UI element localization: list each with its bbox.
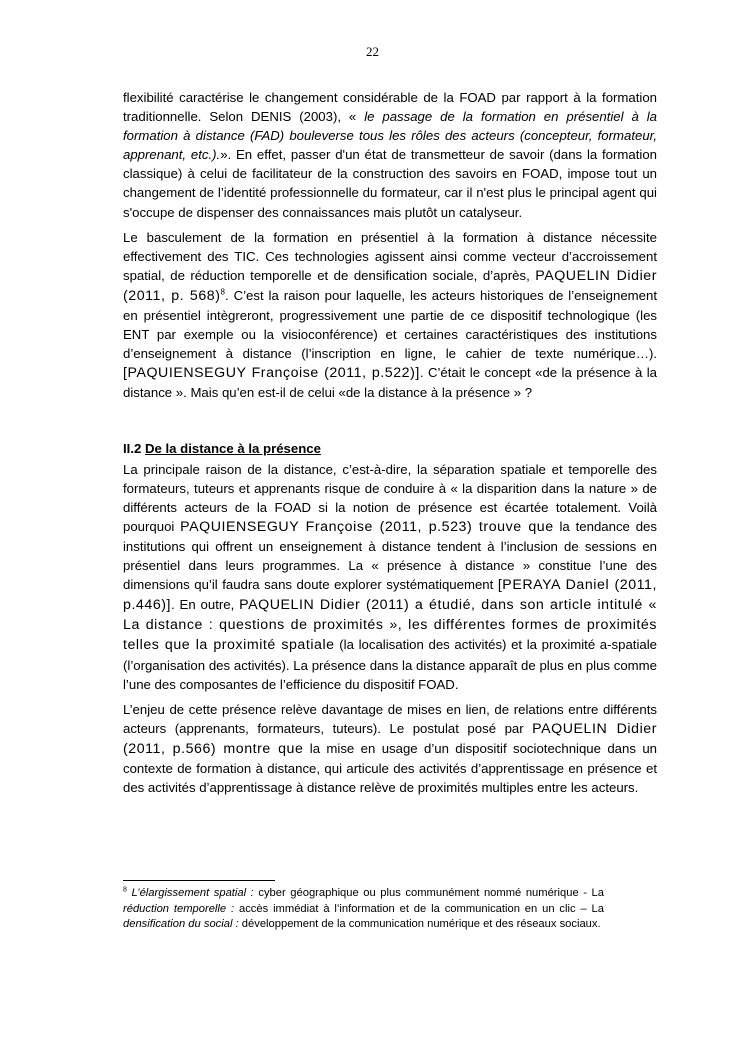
- paragraph-1: [123, 88, 657, 222]
- page-number: 22: [366, 44, 379, 59]
- section-title: De la distance à la présence: [145, 440, 321, 456]
- paragraph-3-text-a: La principale raison de la distance, c’est-à-dire, la séparation spatiale et temporelle des formateurs, tuteurs et apprenants risque de conduire à « la disparition dans la nature » de différents acteurs de la FOAD si la notion de présence est écartée totalement. Voilà pourquoi: [123, 461, 657, 534]
- footnote-term-spatial: L’élargissement spatial :: [126, 887, 254, 899]
- footnote-marker: 8: [123, 886, 127, 894]
- footnote-text-d: accès immédiat à l’information et de la communication en un clic – La: [234, 902, 604, 915]
- denis-quote: le passage de la formation en présentiel à la formation à distance (FAD) bouleverse tous les rôles des acteurs (concepteur, formateur, apprenant, etc.).: [123, 109, 657, 163]
- footnote-reference: 8: [220, 287, 225, 297]
- citation-paquienseguy-522: [PAQUIENSEGUY Françoise (2011, p.522)]: [123, 365, 420, 382]
- section-heading: [123, 439, 657, 458]
- citation-paquelin-566: PAQUELIN Didier (2011, p.566) montre que: [123, 720, 657, 757]
- footnote-separator: [123, 880, 275, 881]
- paragraph-2: [123, 228, 657, 403]
- paragraph-3: [123, 460, 657, 694]
- paragraph-3-text-c: la tendance des institutions qui offrent un enseignement à distance tendent à l’inclusion de sessions en présentiel dans leurs programmes. La « présence à distance » constitue l’une des dimensions qu’il faudra sans doute explorer systématiquement: [123, 518, 657, 593]
- paragraph-2-text-e: . C’était le concept «de la présence à la distance ». Mais qu’en est-il de celui «de la distance à la présence » ?: [123, 365, 657, 401]
- section-number: II.2: [123, 440, 145, 456]
- paragraph-3-text-e: . En outre,: [171, 597, 240, 613]
- citation-paquelin-2011: PAQUELIN Didier (2011) a étudié, dans son article intitulé « La distance : questions de proximités », les différentes formes de proximités telles que la proximité spatiale: [123, 597, 657, 654]
- paragraph-1-text-a: flexibilité caractérise le changement considérable de la FOAD par rapport à la formation traditionnelle. Selon DENIS (2003), «: [123, 90, 657, 125]
- paragraph-4-text-c: la mise en usage d’un dispositif sociotechnique dans un contexte de formation à distance, qui articule des activités d’apprentissage en présence et des activités d’apprentissage à distance relève de proximités multiples entre les acteurs.: [123, 740, 657, 796]
- citation-peraya-446: [PERAYA Daniel (2011, p.446)]: [123, 577, 657, 614]
- paragraph-4-text-a: L’enjeu de cette présence relève davantage de mises en lien, de relations entre différents acteurs (apprenants, formateurs, tuteurs). Le postulat posé par: [123, 701, 657, 736]
- footnote-term-temporelle: réduction temporelle :: [123, 902, 235, 915]
- body-text: [123, 88, 657, 803]
- paragraph-4: [123, 700, 657, 797]
- footnote-text-f: développement de la communication numérique et des réseaux sociaux.: [238, 918, 601, 931]
- paragraph-3-text-g: (la localisation des activités) et la proximité a-spatiale (l’organisation des activités). La présence dans la distance apparaît de plus en plus comme l’une des composantes de l’efficience du dispositif FOAD.: [123, 637, 657, 692]
- footnote-8: [123, 886, 604, 933]
- footnote-text-b: cyber géographique ou plus communément nommé numérique - La: [253, 887, 604, 899]
- citation-paquelin-568: PAQUELIN Didier (2011, p. 568): [123, 267, 657, 304]
- paragraph-2-text-c: . C’est la raison pour laquelle, les acteurs historiques de l’enseignement en présentiel intègreront, progressivement une partie de ce dispositif technologique (les ENT par exemple ou la visioconférence) et certaines caractéristiques des institutions d’enseignement à distance (l’inscription en ligne, le cahier de texte numérique…).: [123, 287, 657, 362]
- paragraph-1-text-c: ». En effet, passer d'un état de transmetteur de savoir (dans la formation classique) à celui de facilitateur de la construction des savoirs en FOAD, impose tout un changement de l’identité professionnelle du formateur, car il n'est plus le principal agent qui s'occupe de dispenser des connaissances mais plutôt un catalyseur.: [123, 147, 657, 220]
- citation-paquienseguy-523: PAQUIENSEGUY Françoise (2011, p.523) trouve que: [180, 518, 554, 535]
- paragraph-2-text-a: Le basculement de la formation en présentiel à la formation à distance nécessite effectivement des TIC. Ces technologies agissent ainsi comme vecteur d’accroissement spatial, de réduction temporelle et de densification sociale, d’après,: [123, 229, 657, 283]
- footnote-term-social: densification du social :: [123, 918, 239, 931]
